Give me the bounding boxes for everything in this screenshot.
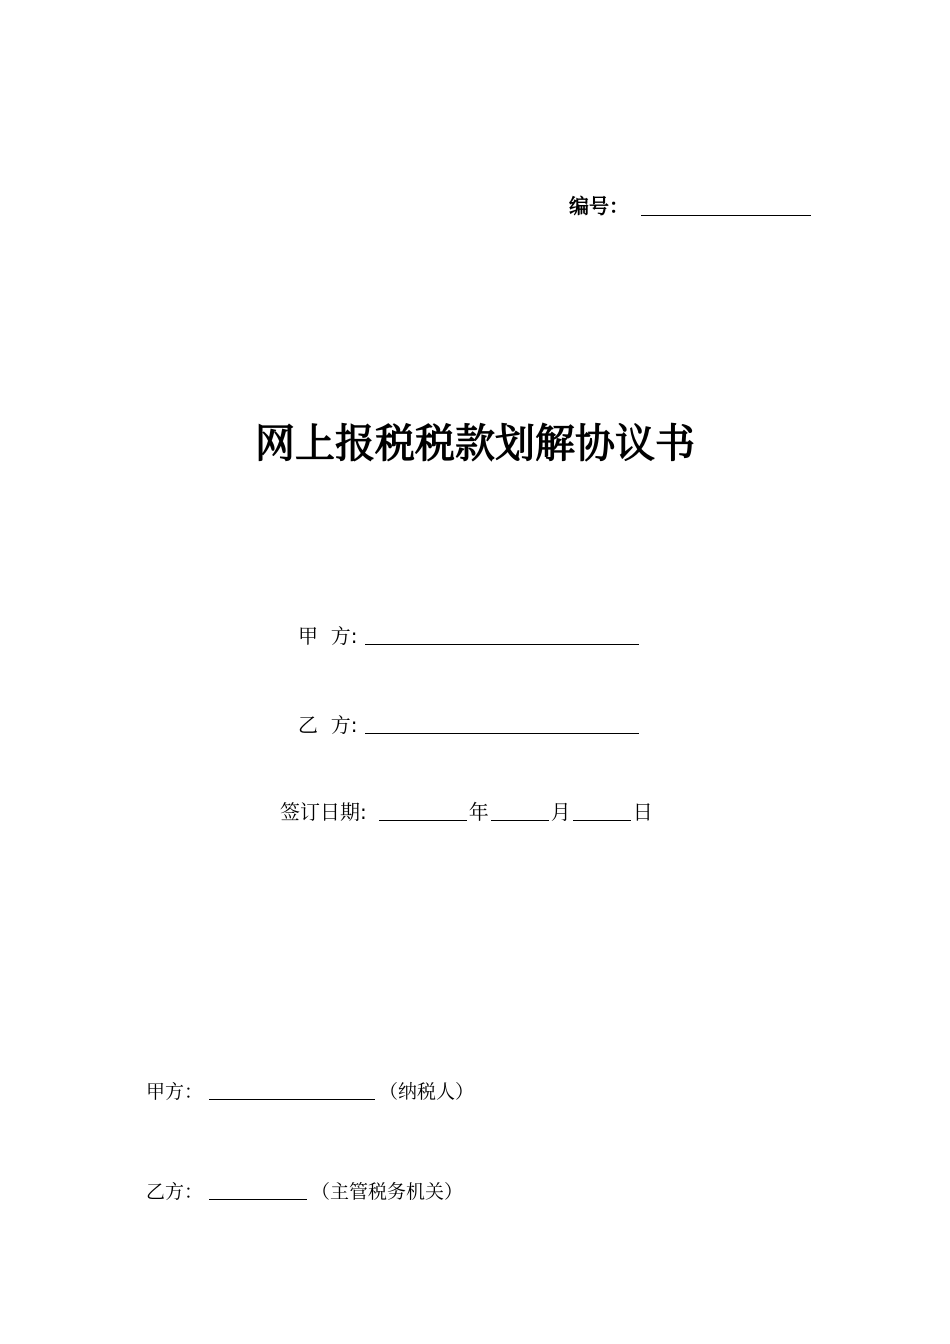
day-label: 日 xyxy=(632,800,653,824)
serial-number-row xyxy=(569,190,811,219)
cover-party-b-row xyxy=(298,709,639,738)
serial-number-blank xyxy=(641,214,811,216)
party-b-label: 乙方： xyxy=(146,1181,204,1203)
cover-party-a-label: 甲 方: xyxy=(298,624,358,648)
party-b-row xyxy=(146,1177,463,1204)
cover-party-a-row xyxy=(298,620,639,649)
party-b-blank xyxy=(209,1198,307,1200)
year-label: 年 xyxy=(468,800,489,824)
party-a-row xyxy=(146,1077,474,1104)
year-blank xyxy=(379,819,467,821)
party-a-blank xyxy=(209,1098,375,1100)
day-blank xyxy=(573,819,631,821)
cover-party-b-blank xyxy=(365,732,639,734)
document-title: 网上报税税款划解协议书 xyxy=(255,421,695,467)
month-blank xyxy=(491,819,549,821)
serial-number-label: 编号： xyxy=(569,194,629,218)
party-a-label: 甲方： xyxy=(146,1081,204,1103)
cover-party-a-blank xyxy=(365,643,639,645)
signing-date-label: 签订日期: xyxy=(280,800,367,824)
party-a-role: （纳税人） xyxy=(379,1081,475,1103)
party-b-role: （主管税务机关） xyxy=(311,1181,464,1203)
signing-date-row xyxy=(280,796,653,825)
cover-party-b-label: 乙 方: xyxy=(298,713,358,737)
month-label: 月 xyxy=(550,800,571,824)
